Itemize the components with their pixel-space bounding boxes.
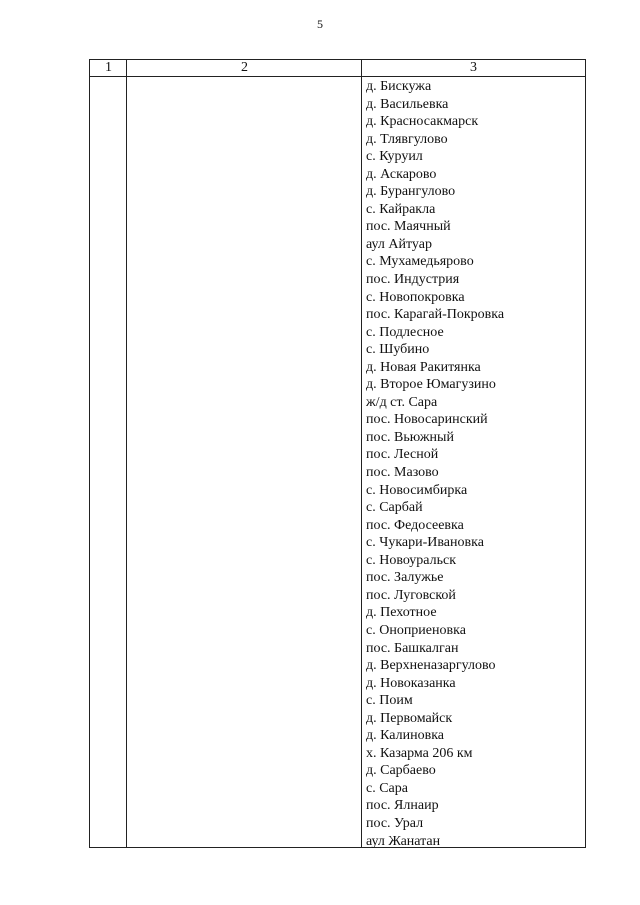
settlement-item: пос. Индустрия: [366, 272, 460, 288]
settlement-item: пос. Вьюжный: [366, 429, 454, 445]
settlement-item: пос. Ялнаир: [366, 798, 439, 814]
header-cell-3: 3: [470, 60, 477, 75]
settlement-item: д. Бискужа: [366, 79, 432, 94]
settlement-item: с. Подлесное: [366, 324, 444, 340]
settlement-item: х. Казарма 206 км: [366, 745, 473, 761]
settlement-item: д. Пехотное: [366, 605, 437, 621]
settlement-item: с. Новоуральск: [366, 552, 457, 568]
settlement-item: с. Кайракла: [366, 201, 436, 217]
settlement-item: с. Новосимбирка: [366, 482, 468, 498]
settlement-item: пос. Башкалган: [366, 640, 459, 656]
settlement-item: с. Чукари-Ивановка: [366, 535, 484, 551]
settlement-item: пос. Карагай-Покровка: [366, 307, 505, 323]
settlement-item: д. Калиновка: [366, 728, 444, 744]
settlement-item: с. Куруил: [366, 149, 423, 165]
settlement-item: с. Новопокровка: [366, 289, 465, 305]
settlement-item: пос. Луговской: [366, 587, 456, 603]
settlement-item: пос. Федосеевка: [366, 517, 464, 533]
settlement-item: с. Оноприеновка: [366, 622, 466, 638]
settlement-item: д. Сарбаево: [366, 763, 436, 779]
settlement-item: д. Бурангулово: [366, 184, 456, 200]
header-cell-2: 2: [241, 60, 248, 75]
settlement-item: с. Мухамедьярово: [366, 254, 474, 270]
settlement-item: с. Сарбай: [366, 500, 423, 516]
settlement-item: д. Васильевка: [366, 96, 449, 112]
column-divider-1: [126, 60, 127, 847]
settlement-item: д. Красносакмарск: [366, 114, 479, 130]
settlement-item: пос. Лесной: [366, 447, 439, 463]
settlement-item: д. Тлявгулово: [366, 131, 448, 147]
settlements-table: [89, 59, 586, 848]
settlement-item: с. Поим: [366, 693, 413, 709]
column-divider-2: [361, 60, 362, 847]
settlement-item: пос. Новосаринский: [366, 412, 488, 428]
page-number: 5: [317, 17, 323, 31]
settlement-item: д. Новая Ракитянка: [366, 359, 481, 375]
settlement-item: д. Второе Юмагузино: [366, 377, 496, 393]
settlement-item: д. Верхненазаргулово: [366, 658, 496, 674]
settlement-item: д. Первомайск: [366, 710, 453, 726]
settlement-item: д. Аскарово: [366, 166, 437, 182]
settlement-item: пос. Залужье: [366, 570, 444, 586]
settlement-item: аул Айтуар: [366, 236, 432, 252]
settlement-item: пос. Маячный: [366, 219, 451, 235]
settlement-item: д. Новоказанка: [366, 675, 456, 691]
settlement-item: пос. Урал: [366, 815, 424, 831]
settlement-item: ж/д ст. Сара: [366, 394, 438, 410]
settlement-item: пос. Мазово: [366, 465, 439, 481]
settlement-list: [366, 78, 582, 850]
settlement-item: с. Шубино: [366, 342, 430, 358]
header-cell-1: 1: [105, 60, 112, 75]
settlement-item: с. Сара: [366, 780, 408, 796]
table-header-row: [90, 60, 585, 77]
settlement-item: аул Жанатан: [366, 833, 441, 849]
